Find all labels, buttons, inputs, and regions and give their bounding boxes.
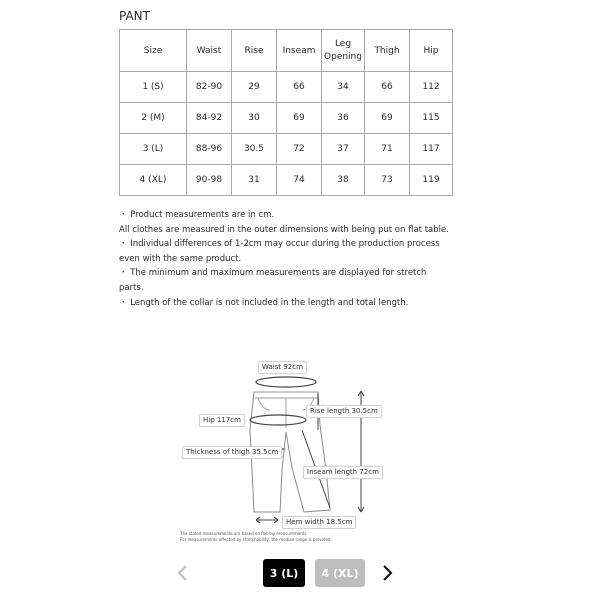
note-line: ・ The minimum and maximum measurements are displayed for stretch parts. [119, 268, 427, 293]
cell-rise: 31 [232, 165, 277, 196]
cell-thigh: 66 [365, 72, 410, 103]
header-leg-opening: Leg Opening [322, 30, 365, 72]
cell-rise: 30.5 [232, 134, 277, 165]
header-inseam: Inseam [277, 30, 322, 72]
hem-callout: Hem width 18.5cm [282, 516, 356, 529]
cell-hip: 115 [410, 103, 453, 134]
note-line: ・ Individual differences of 1-2cm may occur during the production process even with the same product. [119, 239, 440, 264]
diagram-footnote: The stated measurements are based on flat-lay measurements. [180, 531, 308, 536]
cell-size: 1 (S) [120, 72, 187, 103]
note-line: ・ Length of the collar is not included in the length and total length. [119, 297, 409, 308]
chevron-right-icon [382, 564, 394, 582]
header-hip: Hip [410, 30, 453, 72]
cell-hip: 117 [410, 134, 453, 165]
cell-inseam: 74 [277, 165, 322, 196]
cell-inseam: 72 [277, 134, 322, 165]
hip-callout: Hip 117cm [199, 414, 245, 427]
cell-hip: 119 [410, 165, 453, 196]
cell-rise: 30 [232, 103, 277, 134]
size-4-xl-button[interactable]: 4 (XL) [315, 559, 365, 587]
header-rise: Rise [232, 30, 277, 72]
cell-size: 3 (L) [120, 134, 187, 165]
thigh-callout: Thickness of thigh 35.5cm [182, 446, 282, 459]
cell-waist: 82-90 [187, 72, 232, 103]
header-thigh: Thigh [365, 30, 410, 72]
cell-inseam: 69 [277, 103, 322, 134]
header-waist: Waist [187, 30, 232, 72]
cell-waist: 90-98 [187, 165, 232, 196]
inseam-callout: Inseam length 72cm [303, 466, 383, 479]
size-3-l-button[interactable]: 3 (L) [263, 559, 305, 587]
cell-thigh: 71 [365, 134, 410, 165]
cell-leg-opening: 37 [322, 134, 365, 165]
diagram-footnote: For measurements affected by stretchability, the median range is provided. [180, 537, 332, 542]
cell-leg-opening: 36 [322, 103, 365, 134]
cell-size: 2 (M) [120, 103, 187, 134]
cell-waist: 88-96 [187, 134, 232, 165]
next-button[interactable] [378, 562, 398, 584]
cell-size: 4 (XL) [120, 165, 187, 196]
chevron-left-icon [176, 564, 188, 582]
note-line: All clothes are measured in the outer dimensions with being put on flat table. [119, 224, 449, 235]
waist-callout: Waist 92cm [258, 361, 307, 374]
cell-thigh: 73 [365, 165, 410, 196]
cell-waist: 84-92 [187, 103, 232, 134]
prev-button[interactable] [172, 562, 192, 584]
cell-inseam: 66 [277, 72, 322, 103]
header-size: Size [120, 30, 187, 72]
cell-rise: 29 [232, 72, 277, 103]
cell-leg-opening: 38 [322, 165, 365, 196]
section-title: PANT [119, 9, 150, 23]
cell-thigh: 69 [365, 103, 410, 134]
note-line: ・ Product measurements are in cm. [119, 210, 275, 220]
cell-hip: 112 [410, 72, 453, 103]
rise-callout: Rise length 30.5cm [306, 405, 382, 418]
cell-leg-opening: 34 [322, 72, 365, 103]
